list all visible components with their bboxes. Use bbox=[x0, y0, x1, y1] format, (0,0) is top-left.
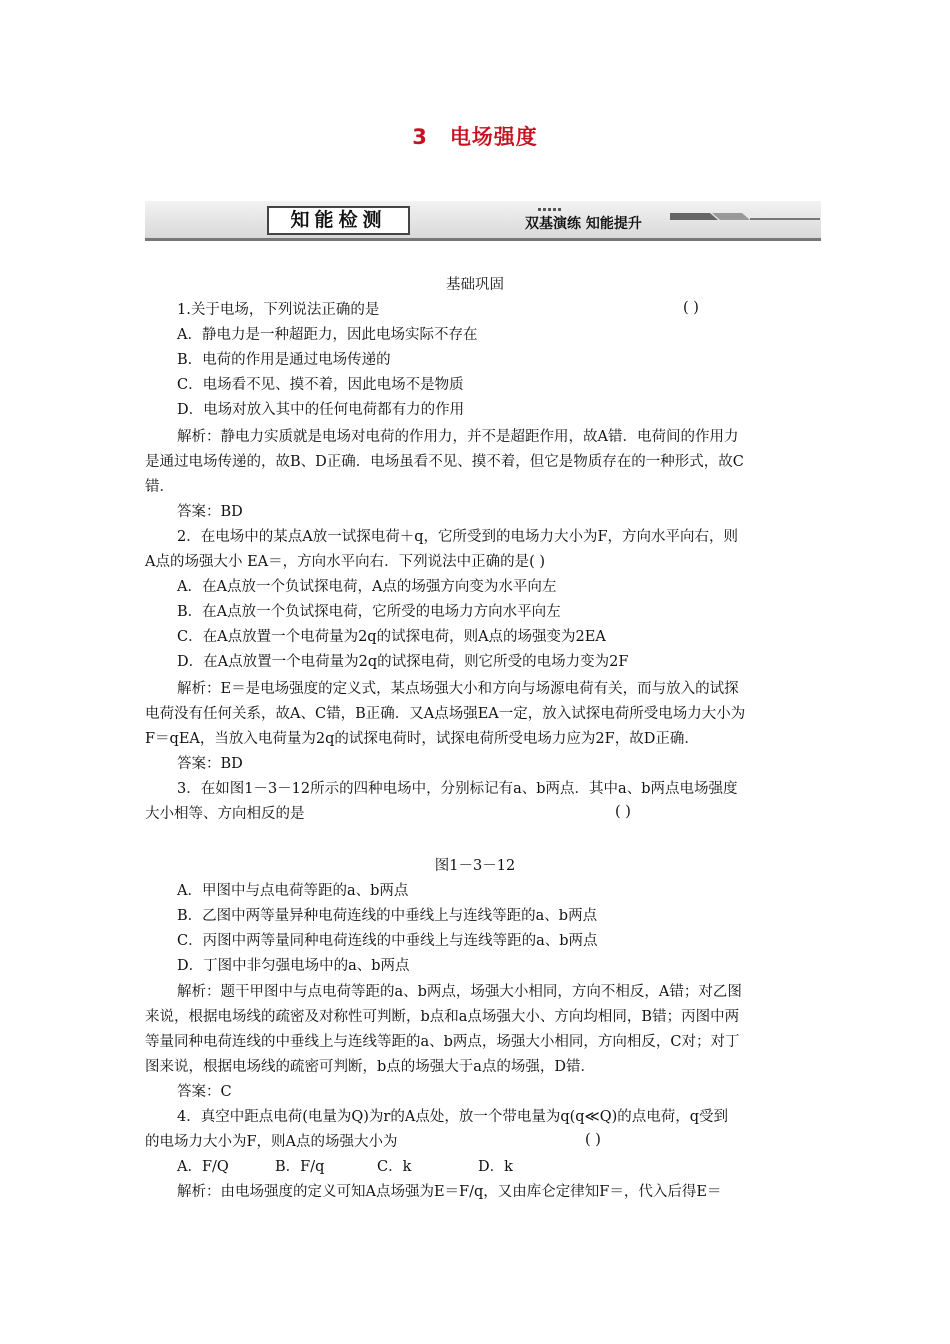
q3-stem-line: 大小相等、方向相反的是 bbox=[145, 806, 305, 822]
q4-answer-blank: ( ) bbox=[585, 1132, 601, 1148]
q1-analysis-line: 是通过电场传递的，故B、D正确．电场虽看不见、摸不着，但它是物质存在的一种形式，故C bbox=[145, 454, 744, 470]
q3-figure-caption: 图1－3－12 bbox=[434, 858, 516, 874]
section-banner bbox=[145, 201, 821, 241]
q1-answer: 答案：BD bbox=[177, 504, 243, 520]
q2-option-c: C．在A点放置一个电荷量为2q的试探电荷，则A点的场强变为2EA bbox=[177, 629, 606, 645]
q2-analysis-line: 解析：E＝是电场强度的定义式，某点场强大小和方向与场源电荷有关，而与放入的试探 bbox=[177, 681, 739, 697]
q4-analysis-line: 解析：由电场强度的定义可知A点场强为E＝F/q，又由库仑定律知F＝，代入后得E＝ bbox=[177, 1184, 722, 1200]
q3-option-b: B．乙图中两等量异种电荷连线的中垂线上与连线等距的a、b两点 bbox=[177, 908, 598, 924]
q3-analysis-line: 来说，根据电场线的疏密及对称性可判断，b点和a点场强大小、方向均相同，B错；丙图中两 bbox=[145, 1009, 740, 1025]
q4-option-c: C．k bbox=[377, 1159, 412, 1175]
q3-analysis-line: 图来说，根据电场线的疏密可判断，b点的场强大于a点的场强，D错． bbox=[145, 1059, 596, 1075]
page-title bbox=[0, 121, 950, 151]
q2-stem-line: 2．在电场中的某点A放一试探电荷＋q，它所受到的电场力大小为F，方向水平向右，则 bbox=[177, 529, 739, 545]
q4-stem-line: 的电场力大小为F，则A点的场强大小为 bbox=[145, 1134, 398, 1150]
q3-answer: 答案：C bbox=[177, 1084, 232, 1100]
q3-analysis-line: 等量同种电荷连线的中垂线上与连线等距的a、b两点，场强大小相同，方向相反，C对；对丁 bbox=[145, 1034, 740, 1050]
q3-answer-blank: ( ) bbox=[615, 804, 631, 820]
q4-option-a: A．F/Q bbox=[177, 1159, 229, 1175]
banner-right-label: 双基演练 知能提升 bbox=[525, 216, 642, 232]
q4-stem-line: 4．真空中距点电荷(电量为Q)为r的A点处，放一个带电量为q(q≪Q)的点电荷，q受到 bbox=[177, 1109, 729, 1125]
q2-option-a: A．在A点放一个负试探电荷，A点的场强方向变为水平向左 bbox=[177, 579, 557, 595]
q1-option-c: C．电场看不见、摸不着，因此电场不是物质 bbox=[177, 377, 464, 393]
q1-option-b: B．电荷的作用是通过电场传递的 bbox=[177, 352, 391, 368]
q1-option-a: A．静电力是一种超距力，因此电场实际不存在 bbox=[177, 327, 478, 343]
q2-answer: 答案：BD bbox=[177, 756, 243, 772]
q3-option-a: A．甲图中与点电荷等距的a、b两点 bbox=[177, 883, 409, 899]
q1-stem: 1.关于电场，下列说法正确的是 bbox=[177, 302, 380, 318]
q2-option-b: B．在A点放一个负试探电荷，它所受的电场力方向水平向左 bbox=[177, 604, 561, 620]
q3-stem-line: 3．在如图1－3－12所示的四种电场中，分别标记有a、b两点．其中a、b两点电场强度 bbox=[177, 781, 738, 797]
q4-option-b: B．F/q bbox=[275, 1159, 325, 1175]
q1-answer-blank: ( ) bbox=[683, 300, 699, 316]
q1-analysis-line: 错． bbox=[145, 479, 174, 495]
title-text: 电场强度 bbox=[449, 125, 538, 149]
q3-option-d: D．丁图中非匀强电场中的a、b两点 bbox=[177, 958, 410, 974]
title-number: 3 bbox=[412, 125, 428, 149]
q2-analysis-line: 电荷没有任何关系，故A、C错，B正确．又A点场强EA一定，放入试探电荷所受电场力大小为 bbox=[145, 706, 746, 722]
q3-analysis-line: 解析：题干甲图中与点电荷等距的a、b两点，场强大小相同，方向不相反，A错；对乙图 bbox=[177, 984, 742, 1000]
q2-stem-line: A点的场强大小 EA＝，方向水平向右．下列说法中正确的是( ) bbox=[145, 554, 546, 570]
q1-option-d: D．电场对放入其中的任何电荷都有力的作用 bbox=[177, 402, 465, 418]
q3-option-c: C．丙图中两等量同种电荷连线的中垂线上与连线等距的a、b两点 bbox=[177, 933, 598, 949]
q2-option-d: D．在A点放置一个电荷量为2q的试探电荷，则它所受的电场力变为2F bbox=[177, 654, 629, 670]
section-heading: 基础巩固 bbox=[446, 277, 504, 293]
q2-analysis-line: F＝qEA，当放入电荷量为2q的试探电荷时，试探电荷所受电场力应为2F，故D正确． bbox=[145, 731, 699, 747]
q1-analysis-line: 解析：静电力实质就是电场对电荷的作用力，并不是超距作用，故A错．电荷间的作用力 bbox=[177, 429, 739, 445]
banner-box-label: 知能检测 bbox=[267, 206, 410, 235]
q4-option-d: D．k bbox=[478, 1159, 513, 1175]
